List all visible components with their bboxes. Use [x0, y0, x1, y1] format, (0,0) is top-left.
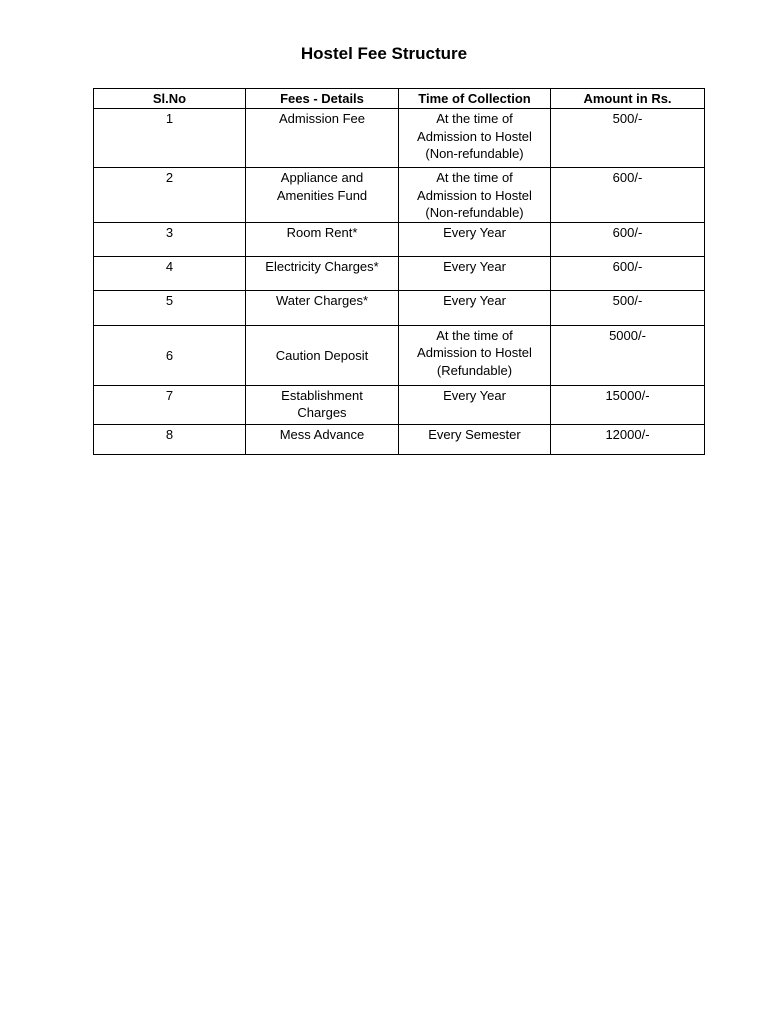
time-line: (Refundable) — [436, 362, 513, 378]
table-row — [94, 168, 705, 223]
time-line: (Non-refundable) — [425, 146, 524, 161]
time-line: Admission to Hostel — [417, 128, 532, 144]
table-row — [94, 256, 705, 290]
fee-table — [93, 88, 705, 455]
time-line: Every Year — [443, 292, 506, 308]
time-line: Every Semester — [428, 426, 521, 442]
time-line: (Non-refundable) — [425, 205, 524, 220]
cell-time-of-collection — [399, 256, 551, 290]
table-row — [94, 385, 705, 424]
cell-sl-no: 8 — [94, 424, 246, 454]
fees-details-line: Mess Advance — [279, 426, 365, 442]
cell-amount: 500/- — [551, 109, 705, 168]
table-row — [94, 109, 705, 168]
time-line: At the time of — [436, 170, 513, 185]
fees-details-line: Admission Fee — [279, 111, 365, 126]
cell-fees-details — [246, 109, 399, 168]
cell-fees-details — [246, 256, 399, 290]
fees-details-line: Charges — [297, 405, 347, 420]
cell-sl-no: 2 — [94, 168, 246, 223]
cell-time-of-collection — [399, 109, 551, 168]
fees-details-line: Water Charges* — [276, 292, 368, 308]
fees-details-line: Appliance and — [280, 170, 364, 185]
page-title: Hostel Fee Structure — [300, 44, 468, 63]
cell-fees-details — [246, 424, 399, 454]
table-row — [94, 325, 705, 385]
cell-amount: 15000/- — [551, 385, 705, 424]
cell-amount: 600/- — [551, 168, 705, 223]
time-line: Every Year — [443, 224, 506, 240]
cell-sl-no: 3 — [94, 222, 246, 256]
cell-fees-details — [246, 290, 399, 325]
cell-time-of-collection — [399, 385, 551, 424]
time-line: Admission to Hostel — [417, 345, 532, 360]
header-fees-details: Fees - Details — [246, 89, 399, 109]
table-row — [94, 222, 705, 256]
fees-details-line: Establishment — [281, 387, 363, 403]
table-header-row — [94, 89, 705, 109]
cell-fees-details — [246, 385, 399, 424]
time-line: At the time of — [436, 327, 513, 343]
table-row — [94, 424, 705, 454]
table-row — [94, 290, 705, 325]
time-line: At the time of — [436, 111, 513, 126]
cell-sl-no: 5 — [94, 290, 246, 325]
header-amount: Amount in Rs. — [551, 89, 705, 109]
cell-sl-no: 7 — [94, 385, 246, 424]
time-line: Every Year — [443, 387, 506, 403]
cell-amount: 12000/- — [551, 424, 705, 454]
cell-sl-no: 4 — [94, 256, 246, 290]
time-line: Every Year — [443, 258, 506, 274]
cell-time-of-collection — [399, 290, 551, 325]
cell-amount: 5000/- — [551, 325, 705, 385]
fees-details-line: Caution Deposit — [275, 347, 369, 363]
cell-amount: 600/- — [551, 222, 705, 256]
cell-time-of-collection — [399, 222, 551, 256]
cell-fees-details — [246, 325, 399, 385]
cell-amount: 500/- — [551, 290, 705, 325]
cell-sl-no: 1 — [94, 109, 246, 168]
header-time-of-collection: Time of Collection — [399, 89, 551, 109]
fees-details-line: Electricity Charges* — [265, 258, 379, 274]
cell-time-of-collection — [399, 424, 551, 454]
fees-details-line: Amenities Fund — [276, 187, 368, 203]
cell-time-of-collection — [399, 168, 551, 223]
cell-time-of-collection — [399, 325, 551, 385]
cell-amount: 600/- — [551, 256, 705, 290]
header-sl-no: Sl.No — [94, 89, 246, 109]
cell-sl-no: 6 — [94, 325, 246, 385]
time-line: Admission to Hostel — [417, 187, 532, 203]
cell-fees-details — [246, 168, 399, 223]
fees-details-line: Room Rent* — [286, 224, 358, 240]
cell-fees-details — [246, 222, 399, 256]
